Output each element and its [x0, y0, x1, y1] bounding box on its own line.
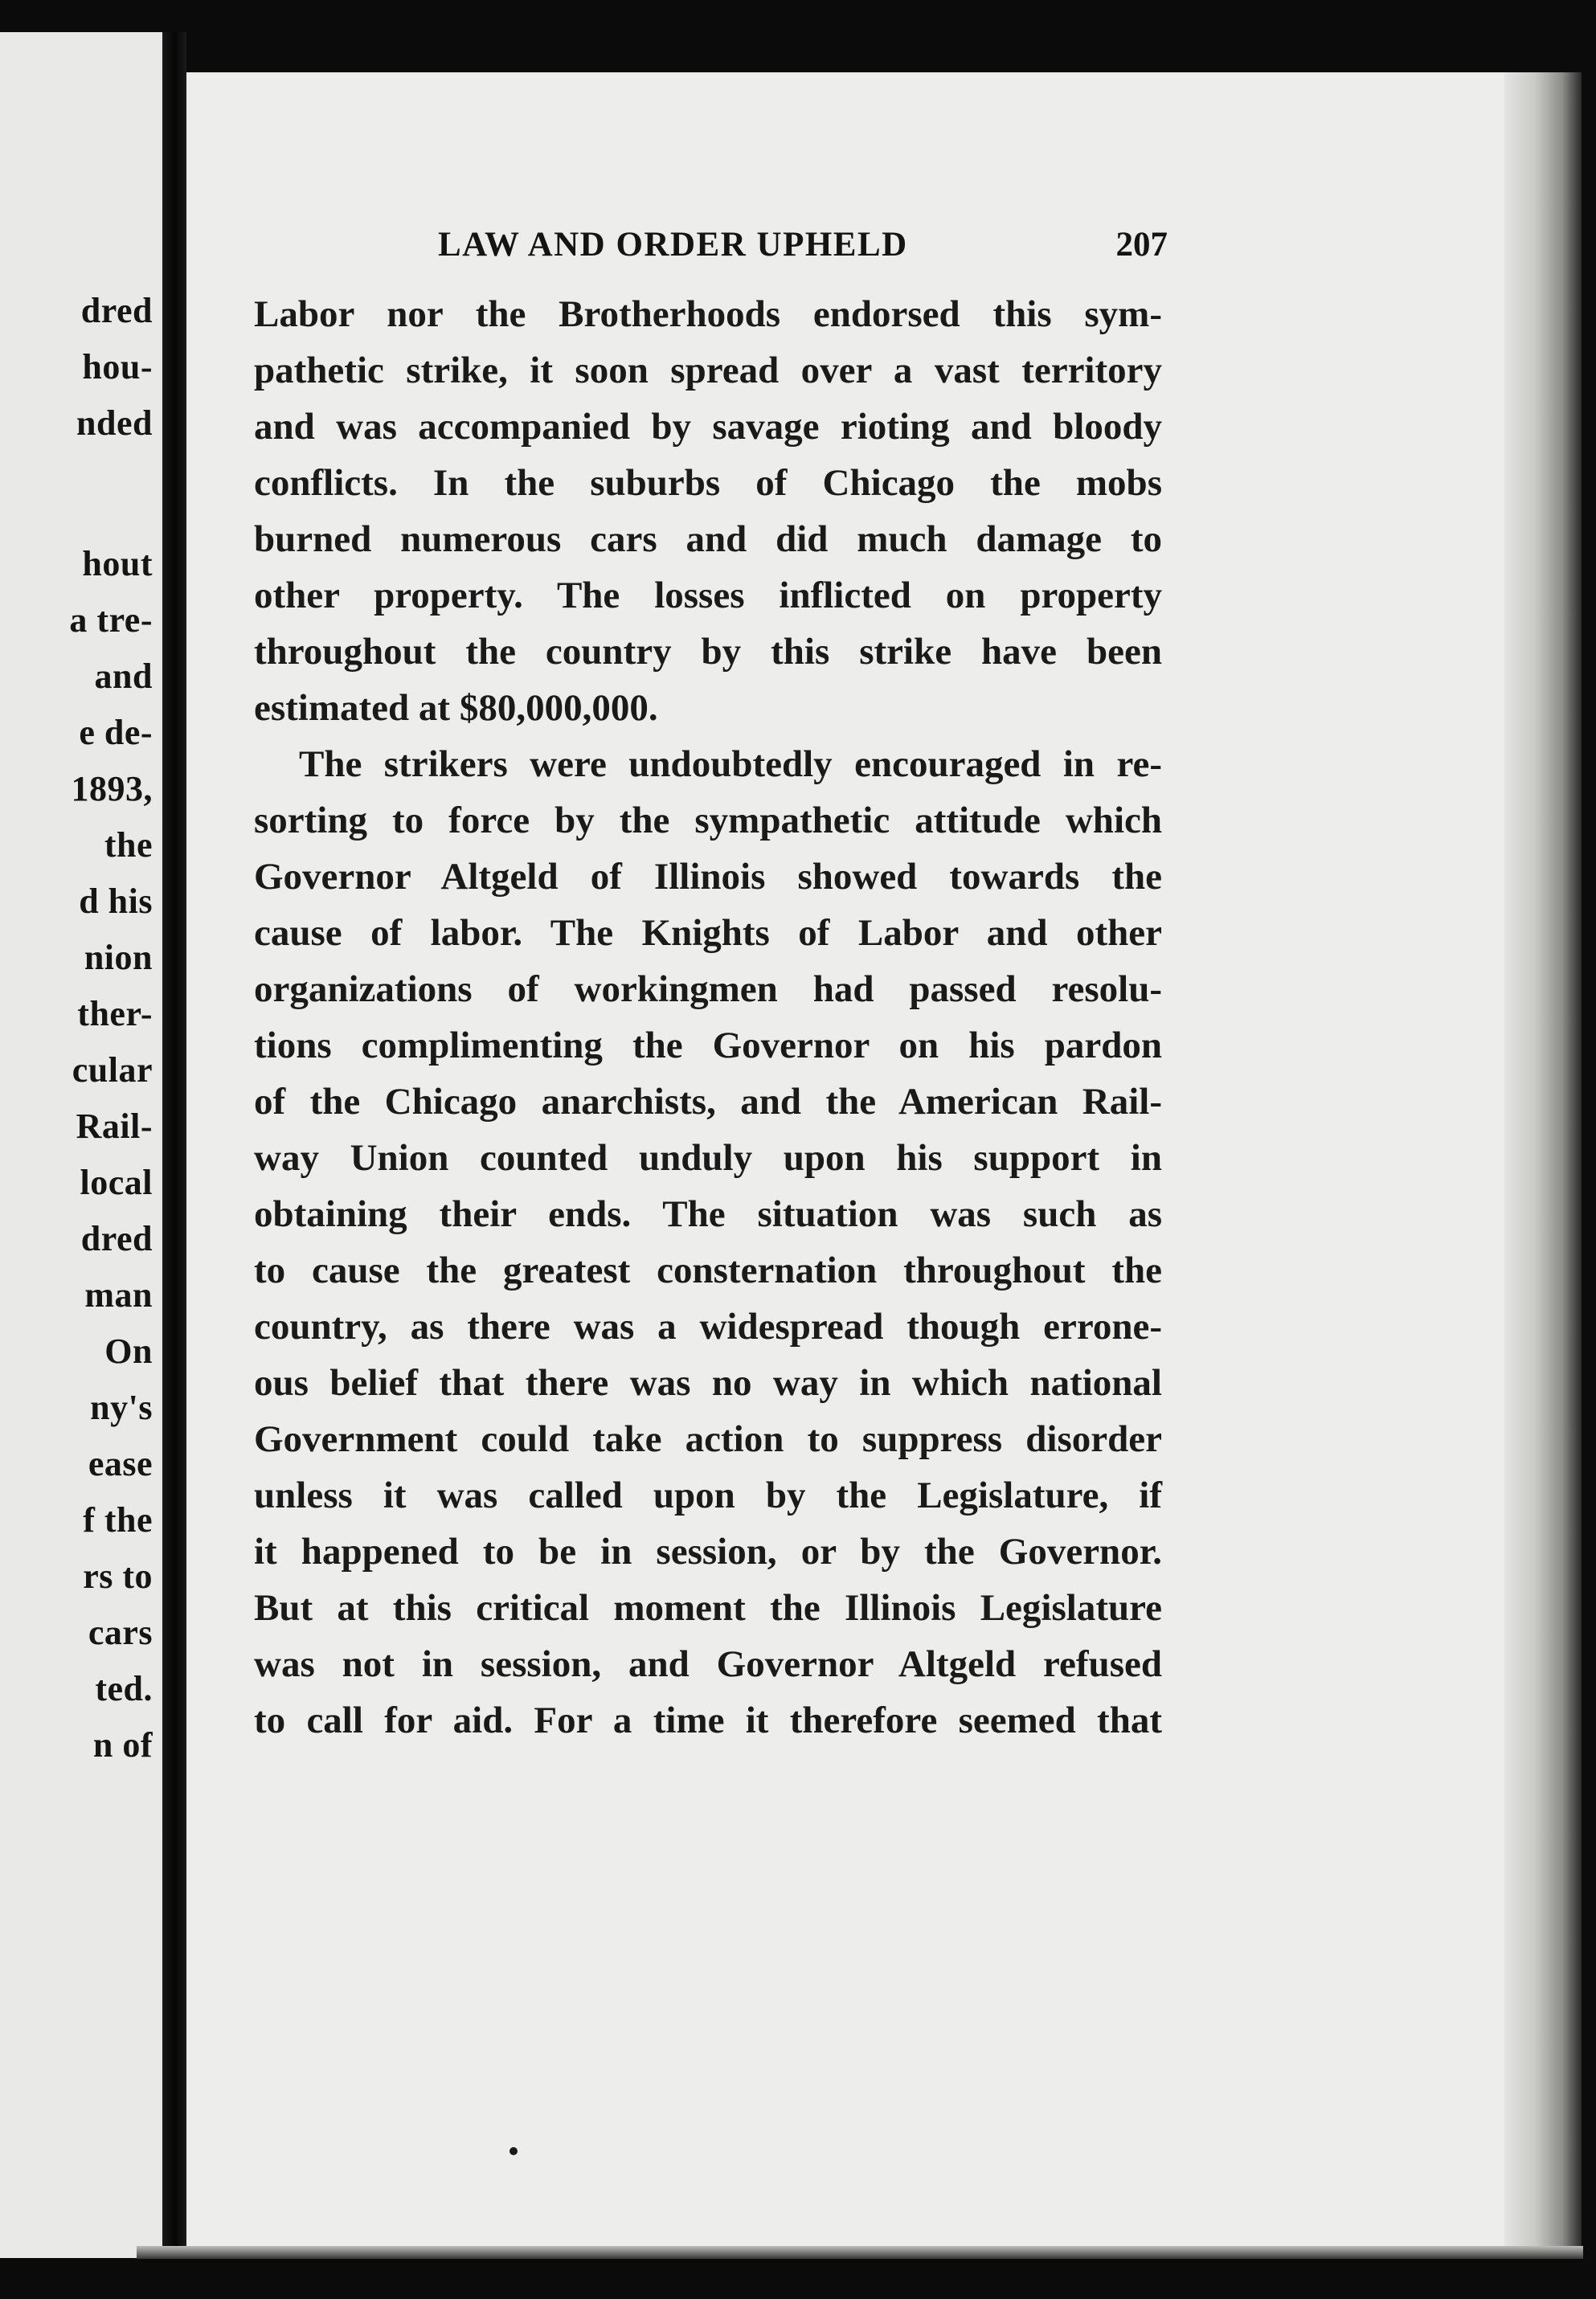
text-line: and was accompanied by savage rioting and bloody: [254, 406, 1162, 448]
left-page-line: nded: [76, 403, 153, 443]
text-line: conflicts. In the suburbs of Chicago the mobs: [254, 462, 1162, 504]
left-page-line: n of: [92, 1725, 153, 1765]
text-line: sorting to force by the sympathetic attitude which: [254, 800, 1162, 841]
left-page-line: local: [80, 1163, 153, 1202]
text-line: burned numerous cars and did much damage to: [254, 518, 1162, 560]
running-title: LAW AND ORDER UPHELD: [438, 226, 908, 264]
previous-page-edge: [0, 32, 162, 2258]
left-page-line: dred: [80, 1219, 153, 1258]
left-page-line: the: [104, 825, 153, 865]
text-line: to call for aid. For a time it therefore seemed that: [254, 1700, 1162, 1741]
text-line: organizations of workingmen had passed resolu-: [254, 968, 1162, 1010]
text-line: country, as there was a widespread though errone-: [254, 1306, 1162, 1348]
left-page-line: a tre-: [69, 600, 153, 640]
text-line: to cause the greatest consternation throughout the: [254, 1250, 1162, 1291]
left-page-line: ny's: [90, 1388, 153, 1427]
text-line: it happened to be in session, or by the Governor.: [254, 1531, 1162, 1573]
left-page-line: cars: [88, 1613, 153, 1652]
text-line: But at this critical moment the Illinois Legislature: [254, 1587, 1162, 1629]
left-page-line: dred: [80, 291, 153, 330]
text-line: pathetic strike, it soon spread over a vast territory: [254, 350, 1162, 391]
left-page-line: Rail-: [76, 1107, 153, 1146]
text-line: cause of labor. The Knights of Labor and other: [254, 912, 1162, 954]
left-page-line: nion: [84, 938, 153, 977]
text-line: estimated at $80,000,000.: [254, 687, 658, 729]
left-page-line: hout: [82, 544, 153, 583]
left-page-line: cular: [72, 1050, 153, 1090]
text-line: throughout the country by this strike have been: [254, 631, 1162, 673]
left-page-line: man: [84, 1275, 153, 1315]
left-page-line: 1893,: [71, 769, 153, 808]
left-page-line: ease: [88, 1444, 153, 1483]
text-line: Governor Altgeld of Illinois showed towards the: [254, 856, 1162, 898]
text-line: ous belief that there was no way in which national: [254, 1362, 1162, 1404]
text-line: other property. The losses inflicted on property: [254, 575, 1162, 616]
text-line: was not in session, and Governor Altgeld refused: [254, 1643, 1162, 1685]
left-page-line: and: [94, 657, 153, 696]
left-page-line: f the: [83, 1500, 153, 1540]
text-line: obtaining their ends. The situation was such as: [254, 1193, 1162, 1235]
book-gutter: [162, 32, 186, 2258]
text-line: unless it was called upon by the Legislature, if: [254, 1475, 1162, 1516]
page-header: [438, 225, 1168, 270]
text-line: way Union counted unduly upon his support in: [254, 1137, 1162, 1179]
left-page-line: ted.: [95, 1669, 153, 1708]
text-line: Labor nor the Brotherhoods endorsed this sym-: [254, 293, 1162, 335]
text-line: Government could take action to suppress disorder: [254, 1418, 1162, 1460]
page-edge-shadow: [1504, 72, 1582, 2258]
page-number: 207: [1115, 226, 1168, 264]
left-page-line: e de-: [79, 713, 153, 752]
text-line: tions complimenting the Governor on his pardon: [254, 1025, 1162, 1066]
left-page-line: d his: [79, 882, 153, 921]
left-page-line: rs to: [83, 1557, 153, 1596]
text-line: of the Chicago anarchists, and the American Rail-: [254, 1081, 1162, 1123]
text-line: The strikers were undoubtedly encouraged in re-: [299, 743, 1162, 785]
left-page-line: On: [104, 1332, 153, 1371]
ink-speck: [509, 2147, 518, 2155]
page-bottom-edge: [137, 2246, 1583, 2259]
left-page-line: hou-: [82, 347, 153, 387]
left-page-line: ther-: [77, 994, 153, 1033]
